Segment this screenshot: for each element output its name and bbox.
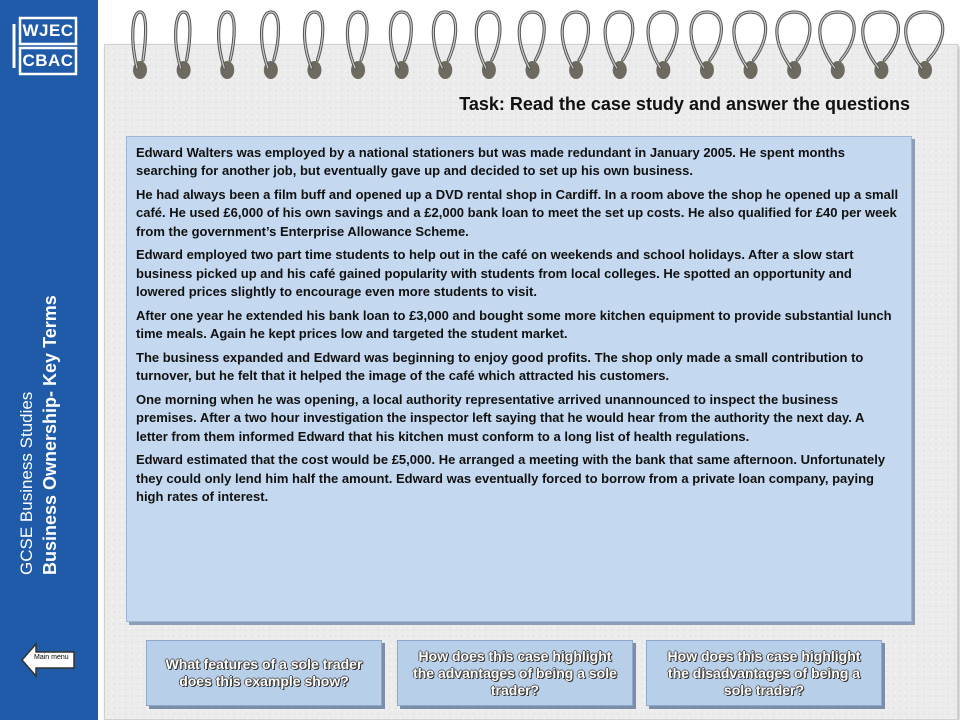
spiral-ring — [262, 12, 279, 68]
spiral-ring — [176, 12, 190, 68]
logo-line-2: CBAC — [22, 51, 74, 70]
question-disadvantages-button[interactable]: How does this case highlight the disadvantages of being a sole trader? — [646, 640, 882, 706]
spiral-ring — [605, 12, 633, 68]
spiral-ring — [820, 12, 854, 68]
case-paragraph: He had always been a film buff and opened up a DVD rental shop in Cardiff. In a room above the shop he opened up a small café. He used £6,000 of his own savings and a £2,000 bank loan to meet the set up costs. He also qualified for £40 per week from the government’s Enterprise Allowance Scheme. — [136, 187, 899, 239]
spiral-ring — [734, 12, 766, 68]
vertical-title — [16, 295, 62, 575]
spiral-ring — [734, 12, 766, 68]
spiral-ring — [820, 12, 854, 68]
spiral-ring — [562, 12, 588, 68]
task-title: Task: Read the case study and answer the questions — [459, 94, 910, 114]
spiral-ring — [863, 12, 899, 68]
spiral-ring — [605, 12, 633, 68]
spiral-ring — [691, 12, 721, 68]
spiral-ring — [519, 12, 544, 68]
spiral-binding-icon — [0, 0, 960, 90]
spiral-ring — [219, 12, 235, 68]
case-paragraph: After one year he extended his bank loan to £3,000 and bought some more kitchen equipment to provide substantial lunch time meals. Again he kept prices low and targeted the student market. — [136, 307, 892, 342]
spiral-ring — [906, 12, 943, 68]
course-title: GCSE Business Studies — [17, 391, 36, 575]
case-study-box — [126, 136, 912, 622]
case-paragraph: Edward estimated that the cost would be £5,000. He arranged a meeting with the bank that same afternoon. Unfortunately they could only lend him half the amount. Edward was eventually forced to borrow from a private loan company, paying high rates of interest. — [136, 452, 886, 505]
sidebar — [0, 0, 98, 720]
spiral-ring — [390, 12, 411, 68]
question-features-button[interactable]: What features of a sole trader does this example show? — [146, 640, 382, 706]
spiral-ring — [648, 12, 677, 68]
question-advantages-button[interactable]: How does this case highlight the advantages of being a sole trader? — [397, 640, 633, 706]
spiral-ring — [691, 12, 721, 68]
case-paragraph: Edward employed two part time students to help out in the café on weekends and school holidays. After a slow start business picked up and his café gained popularity with students from local colleges. He spotted an opportunity and lowered prices slightly to encourage even more students to visit. — [136, 247, 854, 300]
case-paragraph: Edward Walters was employed by a national stationers but was made redundant in January 2005. He spent months searching for another job, but eventually gave up and decided to set up his own business. — [136, 145, 845, 179]
spiral-ring — [476, 12, 500, 68]
spiral-ring — [777, 12, 810, 68]
topic-title: Business Ownership- Key Terms — [40, 295, 60, 575]
logo-line-1: WJEC — [22, 21, 74, 40]
spiral-ring — [347, 12, 367, 68]
case-paragraph: The business expanded and Edward was beginning to enjoy good profits. The shop only made a small contribution to turnover, but he felt that it helped the image of the café which attracted his customers. — [136, 349, 864, 384]
main-menu-button[interactable] — [20, 640, 76, 680]
spiral-ring — [863, 12, 899, 68]
spiral-ring — [305, 12, 323, 68]
spiral-ring — [433, 12, 455, 68]
spiral-ring — [648, 12, 677, 68]
case-paragraph: One morning when he was opening, a local authority representative arrived unannounced to inspect the business premises. After a two hour investigation the inspector left saying that he would hear from the authority the next day. A letter from them informed Edward that his kitchen must conform to a long list of health regulations. — [136, 392, 864, 444]
spiral-ring — [562, 12, 588, 68]
spiral-ring — [777, 12, 810, 68]
spiral-ring — [476, 12, 500, 68]
spiral-ring — [906, 12, 943, 68]
main-menu-label: Main menu — [34, 654, 69, 661]
spiral-ring — [519, 12, 544, 68]
